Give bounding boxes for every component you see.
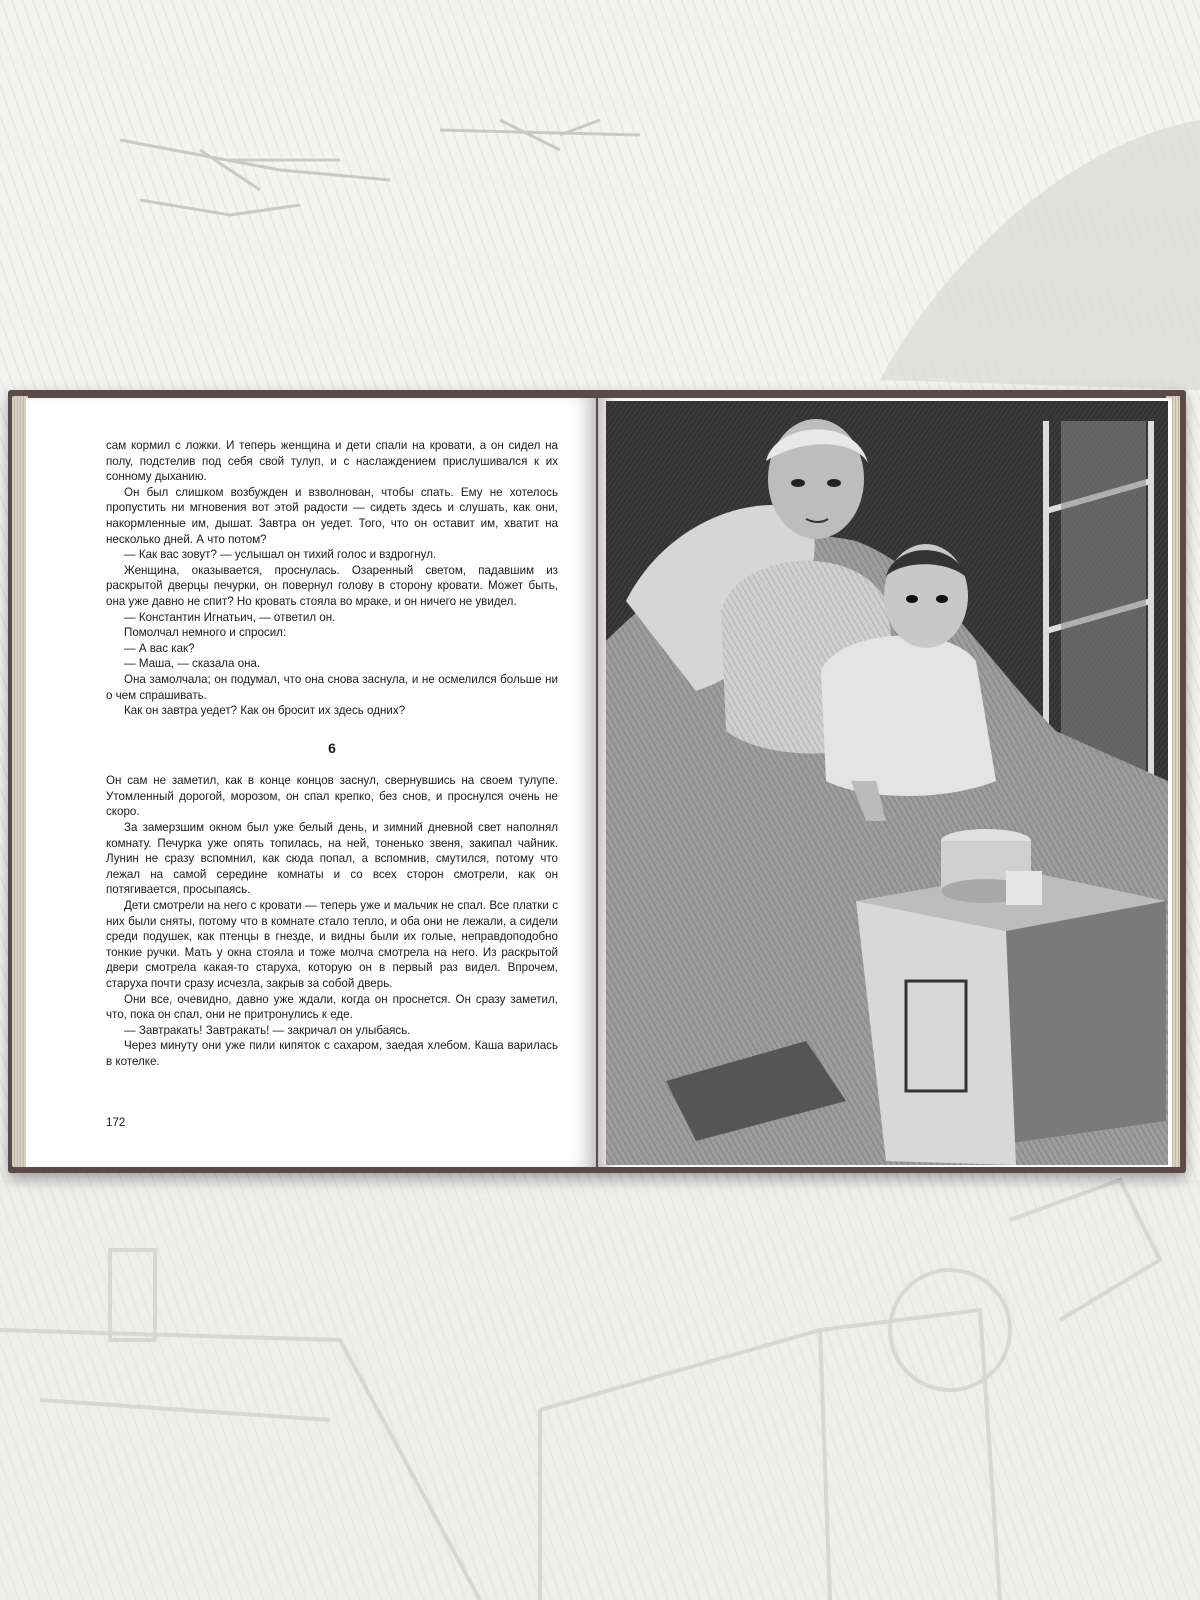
text-section-before bbox=[106, 438, 558, 719]
chapter-number: 6 bbox=[328, 739, 336, 756]
paragraph: — Маша, — сказала она. bbox=[124, 657, 261, 671]
paragraph: — Как вас зовут? — услышал он тихий голос и вздрогнул. bbox=[124, 548, 437, 562]
right-page bbox=[598, 398, 1172, 1167]
paragraph: Он сам не заметил, как в конце концов заснул, свернувшись на своем тулупе. Утомленный дорогой, морозом, он спал крепко, без снов, и проснулся очень не скоро. bbox=[106, 774, 558, 819]
paragraph: Помолчал немного и спросил: bbox=[124, 626, 287, 640]
paragraph: Он был слишком возбужден и взволнован, чтобы спать. Ему не хотелось пропустить ни мгновения вот этой радости — сидеть здесь и слушать, как они, накормленные им, дышат. Завтра он уедет. Того, что он оставит им, хватит на несколько дней. А что потом? bbox=[106, 485, 558, 546]
paragraph: — Константин Игнатьич, — ответил он. bbox=[124, 610, 336, 624]
paragraph: Женщина, оказывается, проснулась. Озаренный светом, падавшим из раскрытой дверцы печурки, он повернул голову в сторону кровати. Может быть, она уже давно не спит? Но кровать стояла во мраке, и он ничего не увидел. bbox=[106, 563, 558, 608]
paragraph: Как он завтра уедет? Как он бросит их здесь одних? bbox=[124, 704, 406, 718]
paragraph: сам кормил с ложки. И теперь женщина и дети спали на кровати, а он сидел на полу, подстелив под себя свой тулуп, и с наслаждением прислушивался к их сонному дыханию. bbox=[106, 439, 558, 484]
illustration-drawing bbox=[606, 401, 1168, 1165]
left-page bbox=[26, 398, 596, 1167]
page-number: 172 bbox=[106, 1116, 126, 1129]
paragraph: — Завтракать! Завтракать! — закричал он улыбаясь. bbox=[124, 1023, 411, 1037]
paragraph: Они все, очевидно, давно уже ждали, когда он проснется. Он сразу заметил, что, пока он спал, они не притронулись к еде. bbox=[106, 992, 558, 1022]
page-text bbox=[106, 438, 558, 1070]
paragraph: Дети смотрели на него с кровати — теперь уже и мальчик не спал. Все платки с них были сняты, потому что в комнате стало тепло, и оба они не лежали, а сидели среди подушек, как птенцы в гнезде, и видны были их голые, неправдоподобно тонкие ручки. Мать у окна стояла и тоже молча смотрела на него. Из раскрытой двери смотрела какая-то старуха, которую он в первый раз видел. Впрочем, старуха почти сразу исчезла, закрыв за собой дверь. bbox=[106, 899, 558, 990]
pencil-illustration bbox=[606, 401, 1168, 1165]
wooden-box bbox=[856, 871, 1166, 1165]
text-section-after bbox=[106, 773, 558, 1069]
paragraph: Через минуту они уже пили кипяток с сахаром, заедая хлебом. Каша варилась в котелке. bbox=[106, 1039, 558, 1068]
paragraph: Она замолчала; он подумал, что она снова заснула, и не осмелился больше ни о чем спрашивать. bbox=[106, 672, 558, 702]
open-book bbox=[8, 390, 1186, 1173]
paragraph: За замерзшим окном был уже белый день, и зимний дневной свет наполнял комнату. Печурка уже опять топилась, на ней, тоненько звеня, закипал чайник. Лунин не сразу вспомнил, как сюда попал, а вспомнив, смутился, потому что лежал на самой середине комнаты и со всех сторон смотрели, как он потягивается, просыпаясь. bbox=[106, 821, 558, 897]
pot-and-cup bbox=[941, 829, 1042, 905]
paragraph: — А вас как? bbox=[124, 641, 195, 655]
